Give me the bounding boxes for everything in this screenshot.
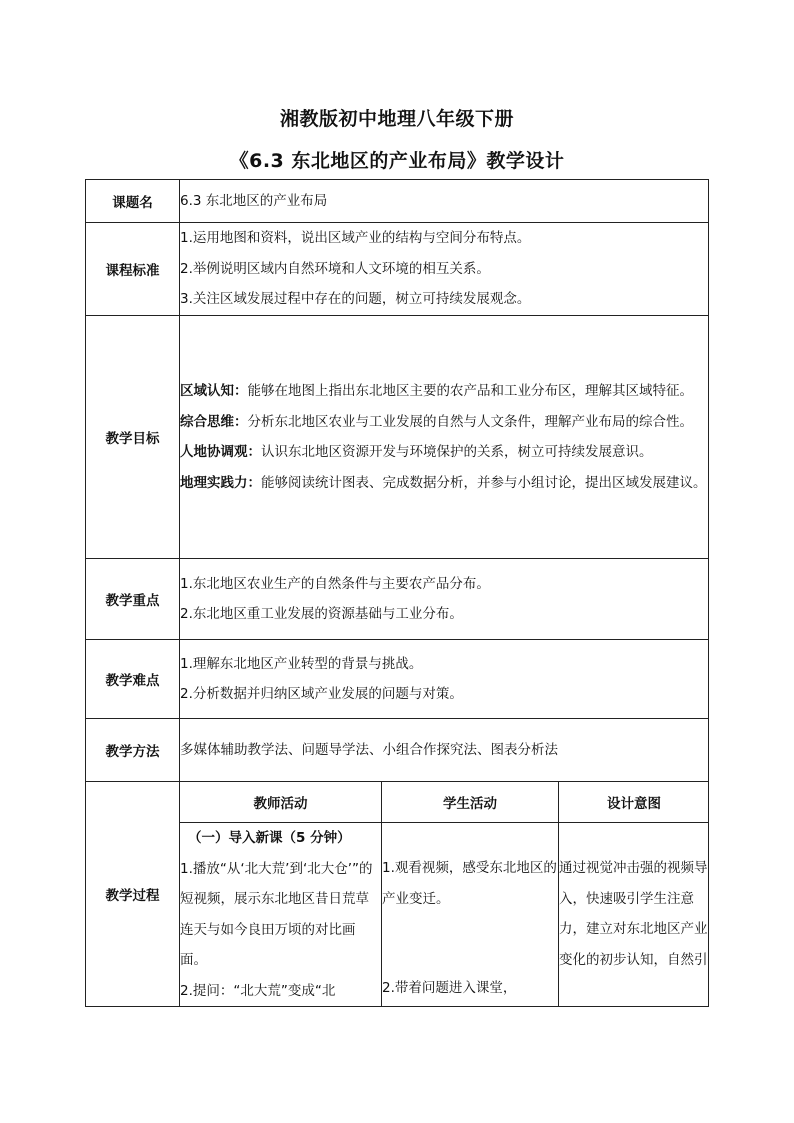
objective-text: 分析东北地区农业与工业发展的自然与人文条件，理解产业布局的综合性。 xyxy=(247,413,693,430)
objective-item xyxy=(180,376,708,407)
design-intent-text: 通过视觉冲击强的视频导入，快速吸引学生注意力，建立对东北地区产业变化的初步认知，自然引 xyxy=(559,860,708,968)
column-header-teacher: 教师活动 xyxy=(180,782,382,823)
row-difficulties xyxy=(86,640,709,719)
teaching-process-table xyxy=(180,782,709,1006)
value-lesson-name: 6.3 东北地区的产业布局 xyxy=(180,180,709,223)
row-key-points xyxy=(86,559,709,640)
teaching-process-cell xyxy=(180,782,709,1007)
objective-item xyxy=(180,407,708,438)
student-activity-item: 1.观看视频，感受东北地区的产业变迁。 xyxy=(382,860,557,907)
objective-text: 能够在地图上指出东北地区主要的农产品和工业分布区，理解其区域特征。 xyxy=(247,383,693,399)
stage-heading: （一）导入新课（5 分钟） xyxy=(188,830,351,846)
teacher-activity-cell xyxy=(180,823,382,1007)
teaching-objectives-list xyxy=(180,316,709,559)
label-teaching-process: 教学过程 xyxy=(86,782,180,1007)
document-title: 湘教版初中地理八年级下册 xyxy=(279,108,514,130)
difficulty-item: 1.理解东北地区产业转型的背景与挑战。 xyxy=(180,655,423,672)
student-activity-cell xyxy=(382,823,559,1007)
standard-item: 2.举例说明区域内自然环境和人文环境的相互关系。 xyxy=(180,260,490,277)
label-lesson-name: 课题名 xyxy=(86,180,180,223)
design-intent-cell xyxy=(559,823,710,1007)
standard-item: 3.关注区域发展过程中存在的问题，树立可持续发展观念。 xyxy=(180,291,531,308)
value-teaching-methods: 多媒体辅助教学法、问题导学法、小组合作探究法、图表分析法 xyxy=(180,719,709,782)
student-activity-item: 2.带着问题进入课堂， xyxy=(382,980,517,996)
key-points-list xyxy=(180,559,709,640)
label-curriculum-standards: 课程标准 xyxy=(86,223,180,316)
objective-key: 综合思维： xyxy=(180,413,248,430)
column-header-intent: 设计意图 xyxy=(559,782,710,823)
column-header-student: 学生活动 xyxy=(382,782,559,823)
process-header-row xyxy=(180,782,709,823)
document-subtitle: 《6.3 东北地区的产业布局》教学设计 xyxy=(229,150,565,172)
difficulties-list xyxy=(180,640,709,719)
objective-key: 人地协调观： xyxy=(180,444,261,460)
difficulty-item: 2.分析数据并归纳区域产业发展的问题与对策。 xyxy=(180,686,463,702)
key-point-item: 1.东北地区农业生产的自然条件与主要农产品分布。 xyxy=(180,575,490,592)
label-teaching-objectives: 教学目标 xyxy=(86,316,180,559)
teacher-activity-item: 2.提问：“北大荒”变成“北 xyxy=(180,982,336,999)
row-teaching-methods xyxy=(86,719,709,782)
lesson-plan-table xyxy=(85,179,709,1007)
objective-text: 能够阅读统计图表、完成数据分析，并参与小组讨论，提出区域发展建议。 xyxy=(261,474,707,491)
objective-item xyxy=(180,437,708,468)
objective-key: 区域认知： xyxy=(180,383,248,399)
row-teaching-objectives xyxy=(86,316,709,559)
row-lesson-name xyxy=(86,180,709,223)
row-teaching-process xyxy=(86,782,709,1007)
objective-key: 地理实践力： xyxy=(180,474,261,491)
curriculum-standards-list xyxy=(180,223,709,316)
row-curriculum-standards xyxy=(86,223,709,316)
label-difficulties: 教学难点 xyxy=(86,640,180,719)
teacher-activity-item: 1.播放“从‘北大荒’到‘北大仓’”的短视频，展示东北地区昔日荒草连天与如今良田万顷的对比画面。 xyxy=(180,860,373,968)
standard-item: 1.运用地图和资料，说出区域产业的结构与空间分布特点。 xyxy=(180,230,531,247)
objective-item xyxy=(180,468,708,499)
label-teaching-methods: 教学方法 xyxy=(86,719,180,782)
label-key-points: 教学重点 xyxy=(86,559,180,640)
process-stage-row xyxy=(180,823,709,1007)
key-point-item: 2.东北地区重工业发展的资源基础与工业分布。 xyxy=(180,606,463,622)
objective-text: 认识东北地区资源开发与环境保护的关系，树立可持续发展意识。 xyxy=(261,444,653,460)
